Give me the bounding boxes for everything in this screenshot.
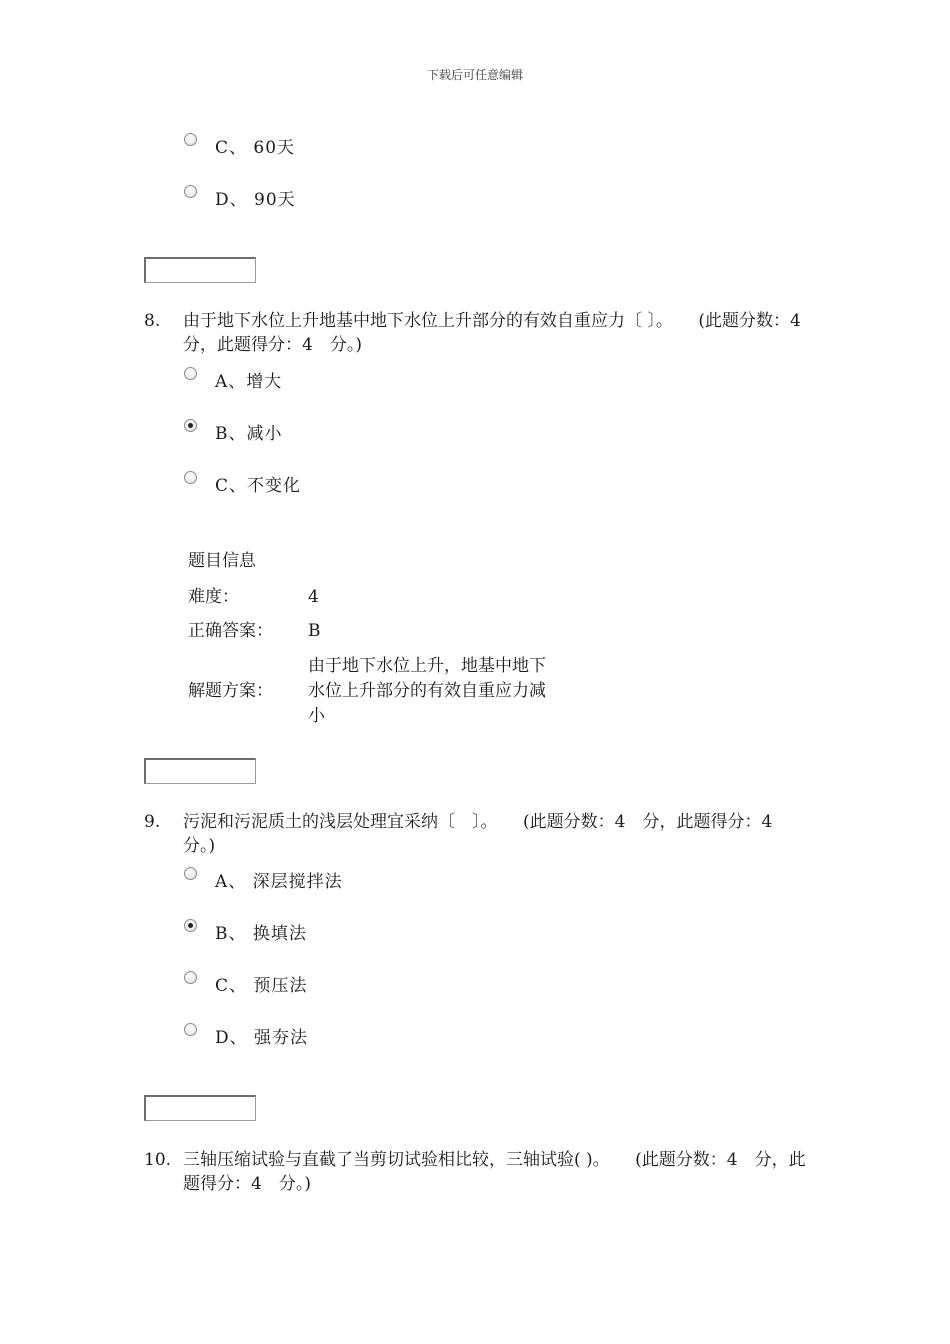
question-9 xyxy=(144,810,814,858)
radio-button-checked-icon[interactable] xyxy=(184,919,197,932)
correct-answer-value: B xyxy=(308,621,321,641)
option-label: C、不变化 xyxy=(215,475,302,496)
option-label: C、 预压法 xyxy=(215,975,308,996)
q8-option-c[interactable] xyxy=(184,471,301,495)
solution-label: 解题方案： xyxy=(188,681,273,701)
q8-option-b[interactable] xyxy=(184,419,283,443)
question-info-title: 题目信息 xyxy=(188,551,256,571)
question-text: 污泥和污泥质土的浅层处理宜采纳〔 〕。 (此题分数：4 分，此题得分：4 分。) xyxy=(183,812,790,856)
question-text: 三轴压缩试验与直截了当剪切试验相比较，三轴试验( )。 (此题分数：4 分，此题得分：4 分。) xyxy=(183,1150,806,1194)
radio-button-icon[interactable] xyxy=(184,471,197,484)
option-label: A、增大 xyxy=(215,371,283,392)
radio-button-icon[interactable] xyxy=(184,867,197,880)
radio-button-icon[interactable] xyxy=(184,367,197,380)
solution-line-2: 水位上升部分的有效自重应力减 xyxy=(308,681,546,701)
radio-button-icon[interactable] xyxy=(184,971,197,984)
q7-option-d[interactable] xyxy=(184,185,296,209)
q9-option-a[interactable] xyxy=(184,867,343,891)
answer-input-box[interactable] xyxy=(144,1095,256,1121)
question-number: 10. xyxy=(144,1150,172,1170)
solution-line-3: 小 xyxy=(308,706,325,726)
option-label: B、减小 xyxy=(215,423,283,444)
q8-option-a[interactable] xyxy=(184,367,282,391)
option-label: D、 90天 xyxy=(215,189,296,210)
question-number: 8. xyxy=(144,311,161,331)
radio-button-checked-icon[interactable] xyxy=(184,419,197,432)
correct-answer-label: 正确答案： xyxy=(188,621,273,641)
radio-button-icon[interactable] xyxy=(184,1023,197,1036)
option-label: D、 强夯法 xyxy=(215,1027,309,1048)
question-10 xyxy=(144,1148,814,1196)
difficulty-label: 难度： xyxy=(188,587,239,607)
question-text: 由于地下水位上升地基中地下水位上升部分的有效自重应力〔 〕。 (此题分数：4 分，此题得分：4 分。) xyxy=(183,311,818,355)
option-label: C、 60天 xyxy=(215,137,296,158)
q9-option-b[interactable] xyxy=(184,919,307,943)
question-8 xyxy=(144,309,818,357)
question-number: 9. xyxy=(144,812,161,832)
radio-button-icon[interactable] xyxy=(184,133,197,146)
page-header: 下载后可任意编辑 xyxy=(426,68,523,82)
solution-line-1: 由于地下水位上升，地基中地下 xyxy=(308,656,546,676)
option-label: A、 深层搅拌法 xyxy=(215,871,343,892)
answer-input-box[interactable] xyxy=(144,758,256,784)
q9-option-c[interactable] xyxy=(184,971,307,995)
difficulty-value: 4 xyxy=(308,587,319,607)
option-label: B、 换填法 xyxy=(215,923,307,944)
q9-option-d[interactable] xyxy=(184,1023,308,1047)
radio-button-icon[interactable] xyxy=(184,185,197,198)
answer-input-box[interactable] xyxy=(144,257,256,283)
q7-option-c[interactable] xyxy=(184,133,295,157)
